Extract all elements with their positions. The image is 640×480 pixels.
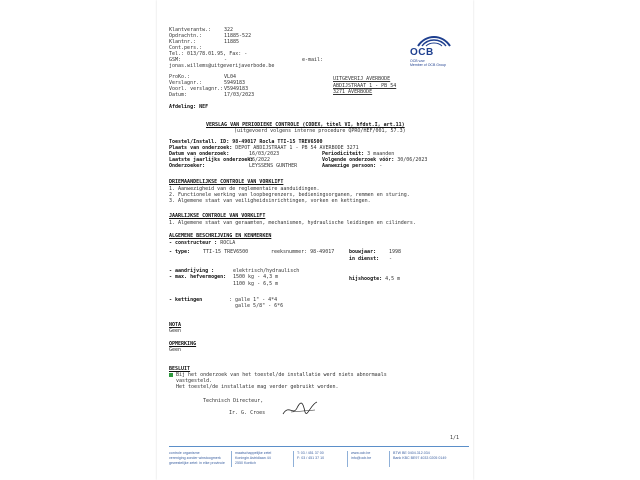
hijshoogte-row: hijshoogte: 4,5 m <box>349 276 401 282</box>
driemaandelijkse-heading: DRIEMAANDELIJKSE CONTROLE VAN VORKLIFT <box>169 179 284 185</box>
footer-col-bank: BTW BE 0404.312.034 Bank KBC BE97 4033 0205 0149 <box>393 451 447 460</box>
bouwjaar-row: bouwjaar: <box>349 249 377 255</box>
aandrijving-value: elektrisch/hydraulisch <box>233 268 300 274</box>
type-value: TTI-15 TREV6500 <box>203 249 249 255</box>
footer <box>169 446 469 465</box>
ref-verslagnr: Verslagnr.: 5949183 <box>169 80 246 86</box>
header-row-contpers: Cont.pers.: <box>169 45 203 51</box>
header-row-email: jonas.willems@uitgeverijaverbode.be <box>169 63 275 69</box>
ref-voorl-verslagnr: Voorl. verslagnr.:V5949183 <box>169 86 249 92</box>
header-row-gsm: GSM: - <box>169 57 228 63</box>
hefvermogen-row: - max. hefvermogen: <box>169 274 227 280</box>
footer-col-org: controle organisme vereniging zonder winstoogmerk gewestelijke zetel: in elke provincie <box>169 451 225 465</box>
periodiciteit-row: Periodiciteit: 3 maanden <box>322 151 395 157</box>
ref-proko: ProKo.: VL04 <box>169 74 237 80</box>
ref-datum: Datum: 17/03/2023 <box>169 92 255 98</box>
jaarlijkse-heading: JAARLIJKSE CONTROLE VAN VORKLIFT <box>169 213 266 219</box>
nota-heading: NOTA <box>169 322 182 328</box>
besluit-heading: BESLUIT <box>169 366 191 372</box>
page-number: 1/1 <box>450 435 460 441</box>
footer-divider <box>293 451 294 467</box>
document-page <box>157 0 473 480</box>
kettingen-value-2: galle 5/8" - 6*6 <box>235 303 284 309</box>
footer-col-web: www.ocb.be info@ocb.be <box>351 451 372 460</box>
hefvermogen-value-1: 1500 kg - 4,3 m <box>233 274 279 280</box>
toestel-row: Toestel/Install. ID: 98-49017 Rocla TTI-15 TREV6500 <box>169 139 323 145</box>
logo-name: OCB <box>410 47 434 58</box>
jaarlijkse-item-1: 1. Algemene staat van geraamten, mechanismen, hydraulische leidingen en cilinders. <box>169 220 416 226</box>
besluit-line-1: Bij het onderzoek van het toestel/de installatie werd niets abnormaals <box>176 372 387 378</box>
laatste-value: 06/2022 <box>249 157 271 163</box>
aanwezige-row: Aanwezige persoon: - <box>322 163 383 169</box>
laatste-row: Laatste jaarlijks onderzoek: <box>169 157 254 163</box>
afdeling: Afdeling: NEF <box>169 104 209 110</box>
report-subtitle: (uitgevoerd volgens interne procedure QPRO/HEF/001, 57.3) <box>234 128 406 134</box>
footer-divider <box>231 451 232 467</box>
opmerking-text: Geen <box>169 347 182 353</box>
footer-divider <box>389 451 390 467</box>
header-row-tel: Tel.: 013/78.01.95, Fax: - <box>169 51 248 57</box>
volgende-row: Volgende onderzoek vóór: 30/06/2023 <box>322 157 428 163</box>
hefvermogen-value-2: 1100 kg - 6,5 m <box>233 281 279 287</box>
datum-row: Datum van onderzoek: <box>169 151 230 157</box>
besluit-line-3: Het toestel/de installatie mag verder gebruikt worden. <box>176 384 339 390</box>
driemaandelijkse-item-2: 2. Functionele werking van loopbegrenzers, bedieningsorganen, remmen en sturing. <box>169 192 410 198</box>
footer-divider <box>347 451 348 467</box>
datum-value: 16/03/2023 <box>249 151 280 157</box>
header-row-klantnr: Klantnr.: 11885 <box>169 39 240 45</box>
checkbox-icon <box>169 373 173 377</box>
report-title: VERSLAG VAN PERIODIEKE CONTROLE (CODEX, titel VI, hfdst.I, art.11) <box>206 122 405 128</box>
logo-sub: OCB vzw Member of OCB Group <box>410 59 446 67</box>
type-row: - type: <box>169 249 191 255</box>
recipient-address: UITGEVERIJ AVERBODE ABDIJSTRAAT 1 - PB 54 3271 AVERBODE <box>333 76 397 95</box>
signature-icon <box>281 398 321 420</box>
indienst-row: in dienst: <box>349 256 380 262</box>
reeks-row: reeksnummer: 98-49017 <box>271 249 335 255</box>
plaats-row: Plaats van onderzoek: DEPOT ABDIJSTRAAT 1 - PB 54 AVERBODE 3271 <box>169 145 359 151</box>
footer-col-phone: T: 03 / 451 37 00 F: 03 / 451 37 10 <box>297 451 325 460</box>
indienst-value: - <box>389 256 393 262</box>
driemaandelijkse-item-1: 1. Aanwezigheid van de reglementaire aanduidingen. <box>169 186 320 192</box>
beschrijving-heading: ALGEMENE BESCHRIJVING EN KENMERKEN <box>169 233 272 239</box>
director-title: Technisch Directeur, <box>203 398 264 404</box>
header-row-klantverantw: Klantverantw.: 322 <box>169 27 234 33</box>
footer-col-seat: maatschappelijke zetel Koningin Astridlaan 44 2550 Kontich <box>235 451 272 465</box>
email-label: e-mail: <box>302 57 324 63</box>
onderzoeker-value: LEYSSENS GUNTHER <box>249 163 298 169</box>
bouwjaar-value: 1998 <box>389 249 402 255</box>
driemaandelijkse-item-3: 3. Algemene staat van veiligheidsinrichtingen, vorken en kettingen. <box>169 198 371 204</box>
constructeur-row: - constructeur : ROCLA <box>169 240 236 246</box>
kettingen-row: - kettingen <box>169 297 203 303</box>
besluit-line-2: vastgesteld. <box>176 378 213 384</box>
header-row-opdrachtn: Opdrachtn.: 11885-522 <box>169 33 252 39</box>
director-name: Ir. G. Croes <box>229 410 266 416</box>
opmerking-heading: OPMERKING <box>169 341 197 347</box>
nota-text: Geen <box>169 328 182 334</box>
aandrijving-row: - aandrijving : <box>169 268 215 274</box>
onderzoeker-row: Onderzoeker: <box>169 163 206 169</box>
kettingen-value-1: : galle 1" - 4*4 <box>229 297 278 303</box>
